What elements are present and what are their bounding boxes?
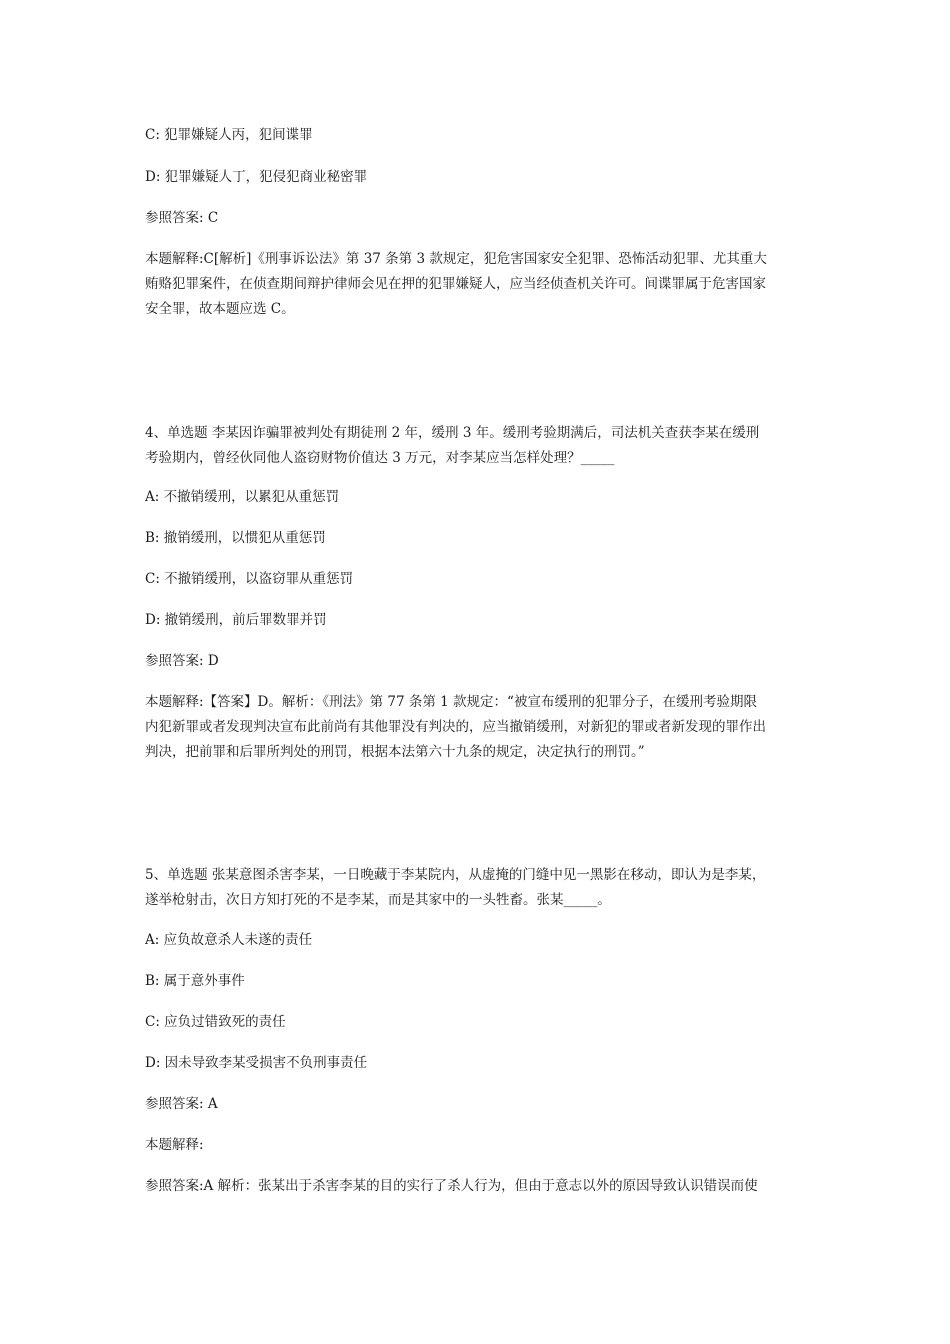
q5-option-b: B: 属于意外事件 (145, 973, 245, 989)
q4-stem-line-2: 考验期内，曾经伙同他人盗窃财物价值达 3 万元，对李某应当怎样处理？_____ (145, 450, 615, 466)
q3-option-c: C: 犯罪嫌疑人丙，犯间谍罪 (145, 127, 313, 143)
q5-explanation-label: 本题解释: (145, 1137, 204, 1153)
q5-answer: 参照答案: A (145, 1096, 218, 1112)
q4-explanation-line-3: 判决，把前罪和后罪所判处的刑罚，根据本法第六十九条的规定，决定执行的刑罚。” (145, 744, 645, 760)
q4-option-d: D: 撤销缓刑，前后罪数罪并罚 (145, 612, 327, 628)
q5-option-c: C: 应负过错致死的责任 (145, 1014, 286, 1030)
q5-stem-line-1: 5、单选题 张某意图杀害李某，一日晚藏于李某院内，从虚掩的门缝中见一黑影在移动，即认为是李某， (145, 867, 766, 883)
q4-answer: 参照答案: D (145, 653, 219, 669)
q5-stem-line-2: 遂举枪射击，次日方知打死的不是李某，而是其家中的一头牲畜。张某_____。 (145, 892, 611, 908)
q3-answer: 参照答案: C (145, 210, 219, 226)
q4-explanation-line-2: 内犯新罪或者发现判决宣布此前尚有其他罪没有判决的，应当撤销缓刑，对新犯的罪或者新发现的罪作出 (145, 719, 766, 735)
q4-option-a: A: 不撤销缓刑，以累犯从重惩罚 (145, 489, 340, 505)
q3-explanation-line-2: 贿赂犯罪案件，在侦查期间辩护律师会见在押的犯罪嫌疑人，应当经侦查机关许可。间谍罪属于危害国家 (145, 276, 766, 292)
q3-option-d: D: 犯罪嫌疑人丁，犯侵犯商业秘密罪 (145, 169, 368, 185)
q5-explanation-line-1: 参照答案:A 解析：张某出于杀害李某的目的实行了杀人行为，但由于意志以外的原因导致认识错误而使 (145, 1178, 758, 1194)
q5-option-d: D: 因未导致李某受损害不负刑事责任 (145, 1055, 368, 1071)
q4-option-b: B: 撤销缓刑，以惯犯从重惩罚 (145, 530, 326, 546)
q3-explanation-line-1: 本题解释:C[解析]《刑事诉讼法》第 37 条第 3 款规定，犯危害国家安全犯罪、恐怖活动犯罪、尤其重大 (145, 251, 767, 267)
q4-stem-line-1: 4、单选题 李某因诈骗罪被判处有期徒刑 2 年，缓刑 3 年。缓刑考验期满后，司法机关查获李某在缓刑 (145, 425, 760, 441)
q4-explanation-line-1: 本题解释:【答案】D。解析：《刑法》第 77 条第 1 款规定：“被宣布缓刑的犯罪分子，在缓刑考验期限 (145, 694, 757, 710)
q4-option-c: C: 不撤销缓刑，以盗窃罪从重惩罚 (145, 571, 354, 587)
q5-option-a: A: 应负故意杀人未遂的责任 (145, 932, 313, 948)
q3-explanation-line-3: 安全罪，故本题应选 C。 (145, 301, 295, 317)
